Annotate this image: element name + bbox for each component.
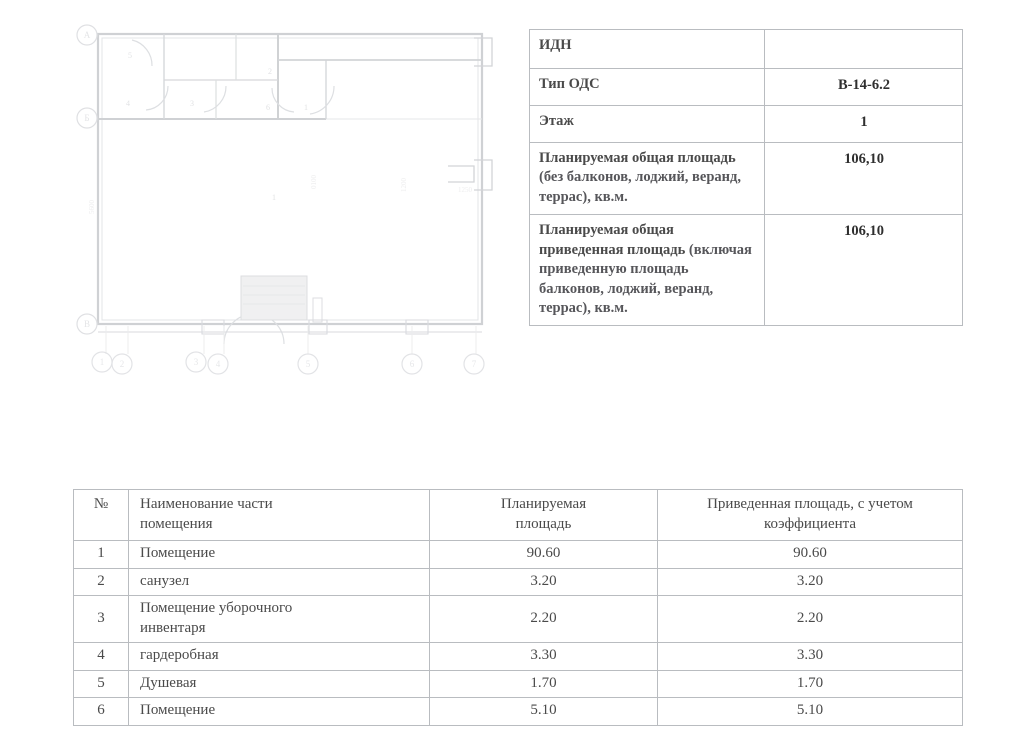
svg-text:1250: 1250 — [458, 186, 472, 194]
cell-name: Душевая — [129, 670, 430, 698]
cell-reduced-area: 3.20 — [658, 568, 963, 596]
table-row — [530, 30, 963, 69]
column-header-name-line2: помещения — [140, 515, 213, 532]
spec-label-reduced-area — [530, 215, 765, 326]
svg-text:5600: 5600 — [88, 200, 96, 214]
cell-planned-area: 90.60 — [430, 541, 658, 569]
spec-label-idn: ИДН — [530, 30, 765, 69]
svg-text:4: 4 — [215, 359, 221, 369]
spec-value-floor: 1 — [765, 106, 963, 143]
column-header-reduced-line1: Приведенная площадь, с учетом — [707, 496, 913, 512]
table-row — [530, 143, 963, 215]
column-header-planned-line2: площадь — [515, 515, 572, 532]
cell-name: Помещение — [129, 541, 430, 569]
plan-fixture — [241, 276, 322, 322]
svg-text:В: В — [83, 319, 91, 329]
spec-value-type: B-14-6.2 — [765, 69, 963, 106]
column-header-planned-line1: Планируемая — [500, 496, 587, 512]
table-row — [530, 69, 963, 106]
cell-reduced-area: 3.30 — [658, 643, 963, 671]
svg-text:5: 5 — [305, 359, 311, 369]
spec-label-total-area — [530, 143, 765, 215]
cell-planned-area: 3.30 — [430, 643, 658, 671]
svg-text:3: 3 — [190, 99, 194, 108]
plan-piers — [98, 320, 482, 334]
cell-planned-area: 3.20 — [430, 568, 658, 596]
cell-number: 5 — [74, 670, 129, 698]
cell-reduced-area: 2.20 — [658, 596, 963, 643]
svg-text:1: 1 — [304, 103, 308, 112]
spec-value-reduced-area: 106,10 — [765, 215, 963, 326]
cell-name — [129, 596, 430, 643]
svg-text:1: 1 — [272, 193, 276, 202]
cell-name-line1: Помещение уборочного — [140, 600, 293, 616]
spec-label-reduced-area-sub: (включая приведенную площадь балконов, лоджий, веранд, террас), кв.м. — [539, 241, 752, 316]
spec-value-total-area: 106,10 — [765, 143, 963, 215]
table-row — [74, 568, 963, 596]
column-header-number: № — [74, 490, 129, 541]
column-header-planned-area — [430, 490, 658, 541]
cell-planned-area: 2.20 — [430, 596, 658, 643]
svg-text:1: 1 — [99, 357, 105, 367]
svg-text:1200: 1200 — [400, 178, 408, 192]
svg-text:6: 6 — [409, 359, 415, 369]
column-header-name — [129, 490, 430, 541]
plan-annotations — [88, 175, 473, 215]
spec-label-total-area-sub: (без балконов, лоджий, веранд, террас), кв.м. — [539, 169, 741, 205]
svg-text:А: А — [83, 30, 91, 40]
svg-text:4: 4 — [126, 99, 130, 108]
svg-text:5: 5 — [128, 51, 132, 60]
premises-parts-table — [73, 489, 963, 726]
cell-reduced-area: 90.60 — [658, 541, 963, 569]
svg-text:7: 7 — [471, 359, 477, 369]
cell-name: санузел — [129, 568, 430, 596]
spec-label-floor: Этаж — [530, 106, 765, 143]
table-row — [74, 643, 963, 671]
svg-text:2: 2 — [119, 359, 125, 369]
floor-plan-drawing — [76, 14, 506, 389]
cell-name: Помещение — [129, 698, 430, 726]
table-row — [530, 106, 963, 143]
cell-number: 2 — [74, 568, 129, 596]
svg-text:2: 2 — [268, 67, 272, 76]
table-row — [74, 670, 963, 698]
svg-text:3: 3 — [193, 357, 199, 367]
cell-number: 6 — [74, 698, 129, 726]
spec-label-type: Тип ОДС — [530, 69, 765, 106]
table-row — [74, 541, 963, 569]
cell-number: 1 — [74, 541, 129, 569]
spec-label-total-area-main: Планируемая общая площадь — [539, 150, 736, 166]
column-header-reduced-line2: коэффициента — [763, 515, 857, 532]
table-header-row — [74, 490, 963, 541]
dimension-lines — [106, 326, 476, 354]
cell-planned-area: 5.10 — [430, 698, 658, 726]
cell-reduced-area: 5.10 — [658, 698, 963, 726]
table-row — [74, 596, 963, 643]
cell-name: гардеробная — [129, 643, 430, 671]
specification-table — [529, 29, 963, 326]
table-row — [74, 698, 963, 726]
svg-text:Б: Б — [84, 113, 90, 123]
cell-number: 4 — [74, 643, 129, 671]
spec-value-idn — [765, 30, 963, 69]
svg-text:6: 6 — [266, 103, 270, 112]
axis-bubble-left-labels — [84, 30, 91, 329]
axis-bubble-bottom — [92, 352, 484, 374]
table-row — [530, 215, 963, 326]
floor-plan — [76, 14, 506, 389]
cell-number: 3 — [74, 596, 129, 643]
axis-bubble-left — [77, 25, 97, 334]
cell-planned-area: 1.70 — [430, 670, 658, 698]
room-number-labels — [126, 51, 308, 202]
column-header-reduced-area — [658, 490, 963, 541]
column-header-name-line1: Наименование части — [140, 496, 273, 512]
svg-text:0100: 0100 — [310, 175, 318, 189]
cell-name-line2: инвентаря — [140, 619, 206, 636]
cell-reduced-area: 1.70 — [658, 670, 963, 698]
spec-label-reduced-area-main: Планируемая общая приведенная площадь — [539, 222, 686, 258]
